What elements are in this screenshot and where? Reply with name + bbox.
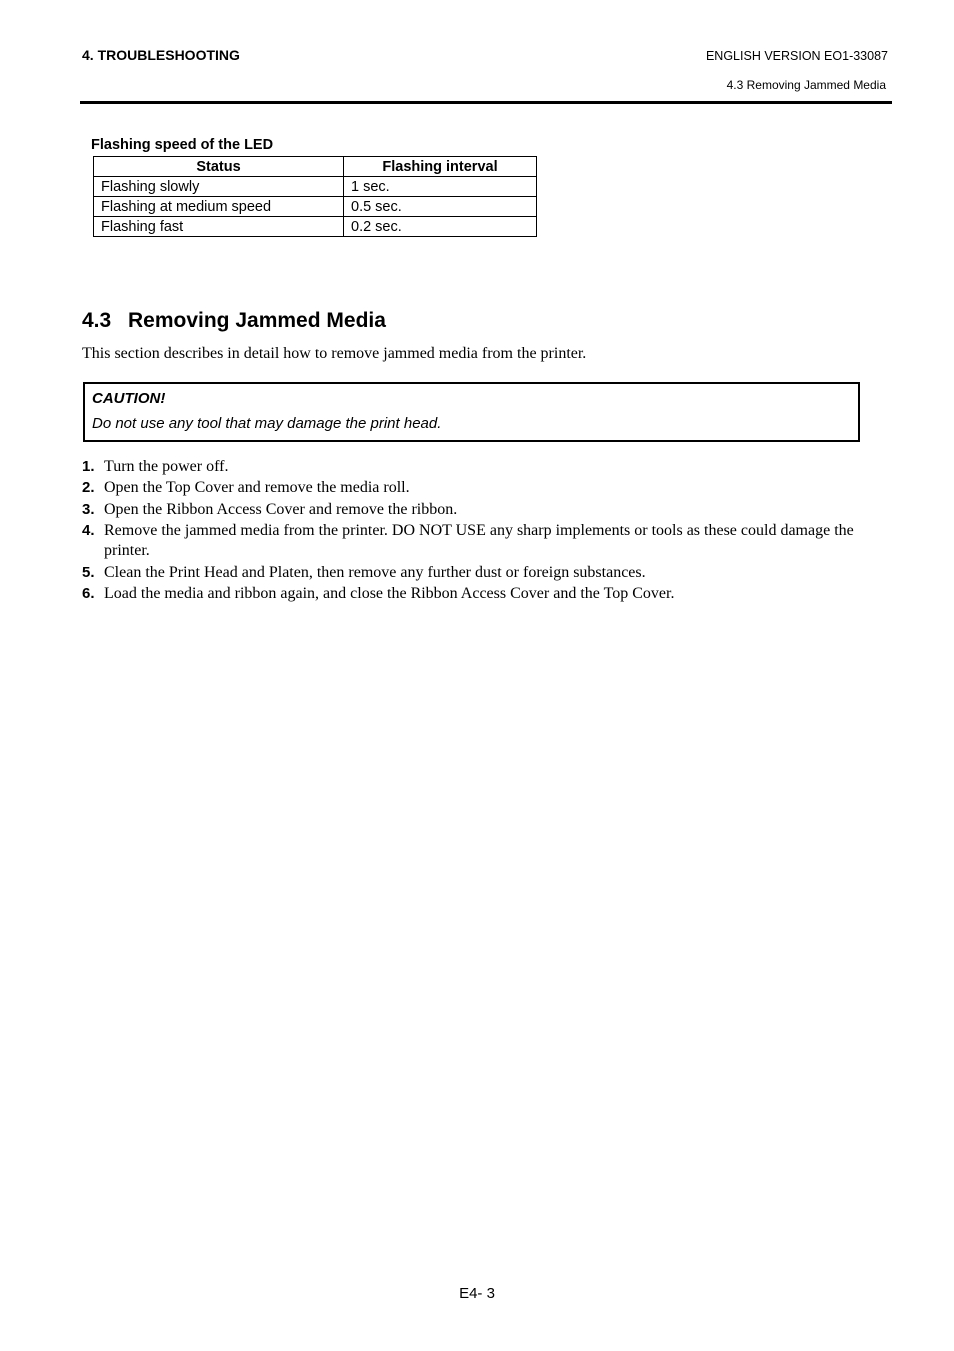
step-text: Open the Ribbon Access Cover and remove the ribbon. [104,500,458,518]
table-row [94,197,537,217]
table-cell-interval: 1 sec. [344,177,537,197]
step-text: Open the Top Cover and remove the media roll. [104,479,410,497]
list-item [82,457,862,477]
caution-box [83,382,860,442]
step-number: 2. [82,479,95,497]
table-row [94,177,537,197]
step-text: Turn the power off. [104,458,229,475]
list-item [82,521,862,561]
chapter-title: 4. TROUBLESHOOTING [82,47,240,63]
table-cell-status: Flashing slowly [94,177,344,197]
table-cell-interval: 0.5 sec. [344,197,537,217]
caution-title: CAUTION! [92,390,166,407]
step-text: Clean the Print Head and Platen, then remove any further dust or foreign substances. [104,563,646,581]
header-divider [80,101,892,104]
step-number: 6. [82,584,95,602]
section-intro: This section describes in detail how to remove jammed media from the printer. [82,345,587,362]
list-item [82,563,862,583]
list-item [82,584,862,604]
caution-text: Do not use any tool that may damage the print head. [92,415,442,432]
table-cell-status: Flashing at medium speed [94,197,344,217]
step-number: 1. [82,458,95,475]
table-header-row [94,157,537,177]
section-running-title: 4.3 Removing Jammed Media [726,78,886,92]
column-header-status: Status [94,157,344,177]
table-caption: Flashing speed of the LED [91,137,274,153]
procedure-steps [82,457,862,605]
table-cell-interval: 0.2 sec. [344,217,537,237]
column-header-interval: Flashing interval [344,157,537,177]
section-heading [82,309,386,333]
section-number: 4.3 [82,309,112,332]
step-number: 5. [82,563,95,581]
document-version: ENGLISH VERSION EO1-33087 [705,49,888,63]
step-text: Load the media and ribbon again, and close the Ribbon Access Cover and the Top Cover. [104,584,675,602]
led-flashing-table [93,156,537,237]
step-number: 3. [82,500,95,518]
table-cell-status: Flashing fast [94,217,344,237]
step-number: 4. [82,522,95,540]
list-item [82,478,862,498]
step-text: Remove the jammed media from the printer. DO NOT USE any sharp implements or tools as these could damage the printer. [104,522,854,560]
page-number: E4- 3 [459,1285,495,1302]
section-title: Removing Jammed Media [128,309,386,332]
table-row [94,217,537,237]
list-item [82,500,862,520]
